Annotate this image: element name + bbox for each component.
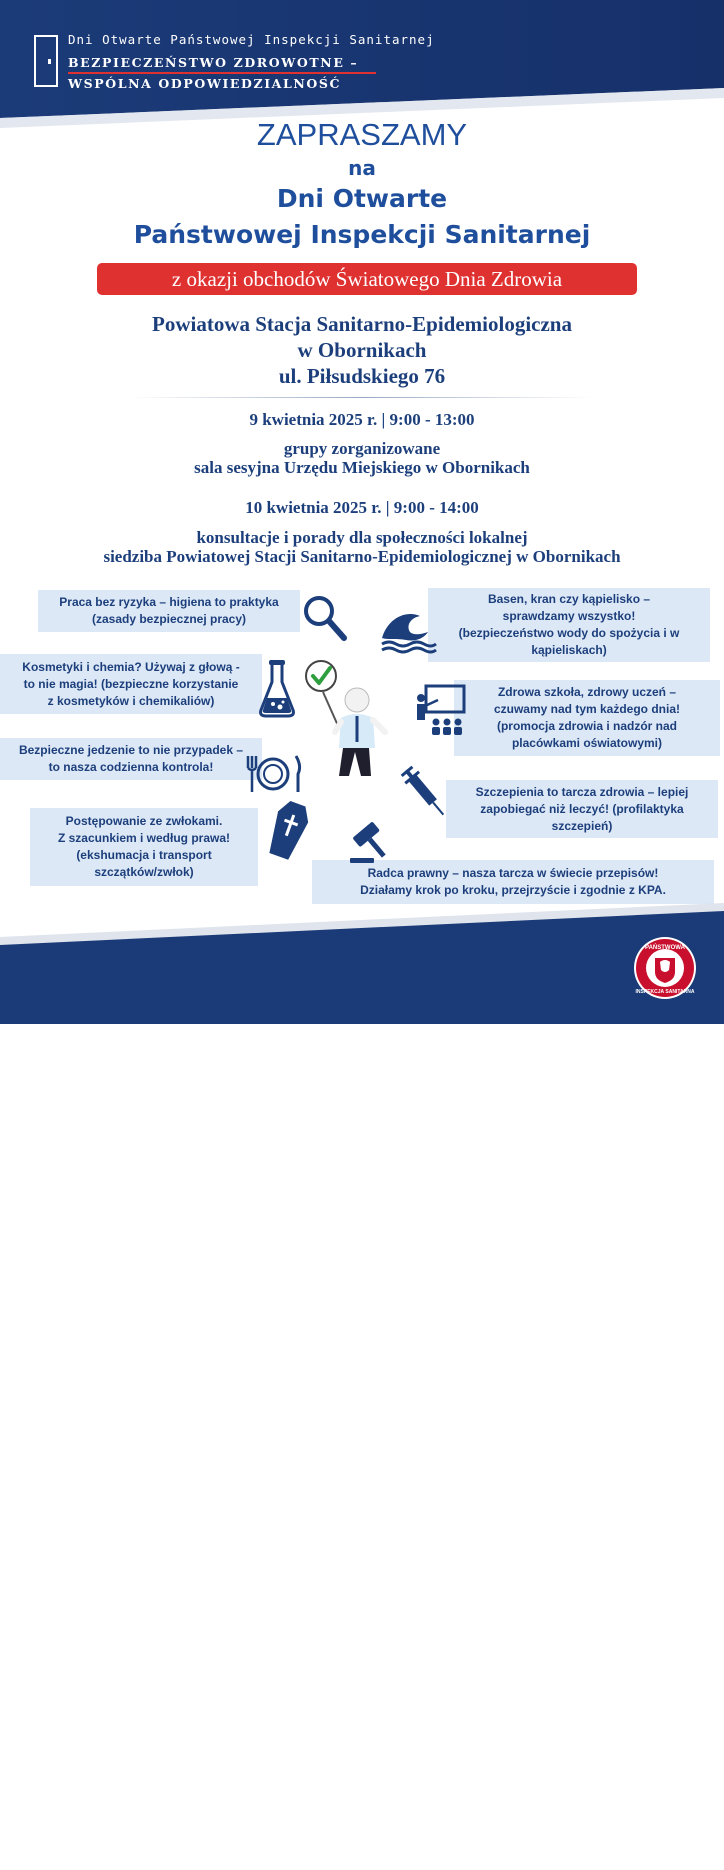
topic-line: zapobiegać niż leczyć! (profilaktyka	[480, 801, 684, 816]
header-slogan-line2: WSPÓLNA ODPOWIEDZIALNOŚĆ	[68, 76, 342, 91]
schedule-day2-datetime: 10 kwietnia 2025 r. | 9:00 - 14:00	[245, 498, 479, 517]
schedule-day2-line1: konsultacje i porady dla społeczności lokalnej	[196, 528, 528, 547]
na-word: na	[348, 156, 376, 180]
event-title-line2: Państwowej Inspekcji Sanitarnej	[133, 220, 591, 249]
topic-work-safety	[38, 590, 300, 632]
venue-line1: Powiatowa Stacja Sanitarno-Epidemiologiczna	[152, 312, 572, 336]
topic-human-remains	[30, 808, 258, 886]
topic-line: Kosmetyki i chemia? Używaj z głową -	[22, 659, 240, 674]
topic-healthy-school	[454, 680, 720, 756]
syringe-icon	[400, 763, 452, 825]
schedule-day1-line2: sala sesyjna Urzędu Miejskiego w Obornikach	[194, 458, 530, 477]
divider	[130, 397, 594, 398]
topic-vaccinations	[446, 780, 718, 838]
header-red-underline	[68, 72, 376, 74]
seal-bottom-text: INSPEKCJA SANITARNA	[635, 989, 695, 995]
occasion-banner: z okazji obchodów Światowego Dnia Zdrowia	[97, 263, 637, 295]
topic-line: czuwamy nad tym każdego dnia!	[493, 702, 681, 716]
venue-line3: ul. Piłsudskiego 76	[278, 364, 446, 388]
gavel-icon	[346, 818, 396, 866]
flask-icon	[258, 658, 296, 720]
header-slogan-line1: BEZPIECZEŃSTWO ZDROWOTNE –	[68, 55, 359, 70]
topic-cosmetics-chemicals	[0, 654, 262, 714]
event-title-line1: Dni Otwarte	[276, 184, 448, 213]
topic-food-safety	[0, 738, 262, 780]
topic-line: szczątków/zwłok)	[94, 865, 194, 879]
topic-line: Basen, kran czy kąpielisko –	[487, 592, 651, 606]
topic-line: Szczepienia to tarcza zdrowia – lepiej	[475, 784, 689, 799]
footer-band	[0, 895, 724, 1870]
topic-line: kąpieliskach)	[531, 643, 607, 657]
topic-line: z kosmetyków i chemikaliów)	[47, 693, 215, 708]
schedule-day1-datetime: 9 kwietnia 2025 r. | 9:00 - 13:00	[249, 410, 475, 429]
topic-line: Radca prawny – nasza tarcza w świecie przepisów!	[367, 866, 659, 880]
topic-line: (bezpieczeństwo wody do spożycia i w	[458, 626, 680, 640]
topic-line: to nie magia! (bezpieczne korzystanie	[23, 676, 239, 691]
schedule-day1-line1: grupy zorganizowane	[283, 439, 441, 458]
topic-line: Z szacunkiem i według prawa!	[57, 831, 231, 845]
footer-tagline: MONITORUJEMY • ANALIZUJEMY • REAGUJEMY • EDUKUJEMY	[118, 1857, 629, 1870]
topic-line: Postępowanie ze zwłokami.	[65, 814, 223, 828]
figure-with-checkmark-icon	[305, 656, 387, 782]
venue-line2: w Obornikach	[297, 338, 427, 362]
topic-line: Bezpieczne jedzenie to nie przypadek –	[18, 743, 244, 757]
magnifier-icon	[300, 592, 350, 644]
topic-line: (ekshumacja i transport	[76, 848, 212, 862]
coffin-icon	[262, 800, 314, 862]
schedule-day2-line2: siedziba Powiatowej Stacji Sanitarno-Epidemiologicznej w Obornikach	[103, 547, 621, 566]
inspection-seal-icon	[633, 936, 697, 1000]
invite-heading: ZAPRASZAMY	[256, 117, 468, 152]
footer-background	[0, 895, 724, 1024]
seal-top-text: PAŃSTWOWA	[645, 945, 685, 951]
door-logo-icon	[34, 35, 58, 87]
topic-line: (promocja zdrowia i nadzór nad	[496, 719, 678, 733]
topic-line: Działamy krok po kroku, przejrzyście i zgodnie z KPA.	[360, 883, 666, 897]
topic-line: sprawdzamy wszystko!	[502, 609, 636, 623]
plate-cutlery-icon	[242, 752, 304, 796]
teacher-board-icon	[414, 684, 470, 736]
topic-line: to nasza codzienna kontrola!	[48, 760, 214, 774]
wave-icon	[380, 608, 436, 654]
topic-line: (zasady bezpiecznej pracy)	[91, 612, 247, 626]
topic-line: Praca bez ryzyka – higiena to praktyka	[59, 595, 279, 609]
topic-water-safety	[428, 588, 710, 662]
topic-line: szczepień)	[551, 818, 613, 833]
topic-line: Zdrowa szkoła, zdrowy uczeń –	[497, 685, 677, 699]
header-org-line: Dni Otwarte Państwowej Inspekcji Sanitarnej	[68, 32, 435, 47]
header-band	[0, 0, 724, 135]
topic-line: placówkami oświatowymi)	[511, 736, 663, 750]
